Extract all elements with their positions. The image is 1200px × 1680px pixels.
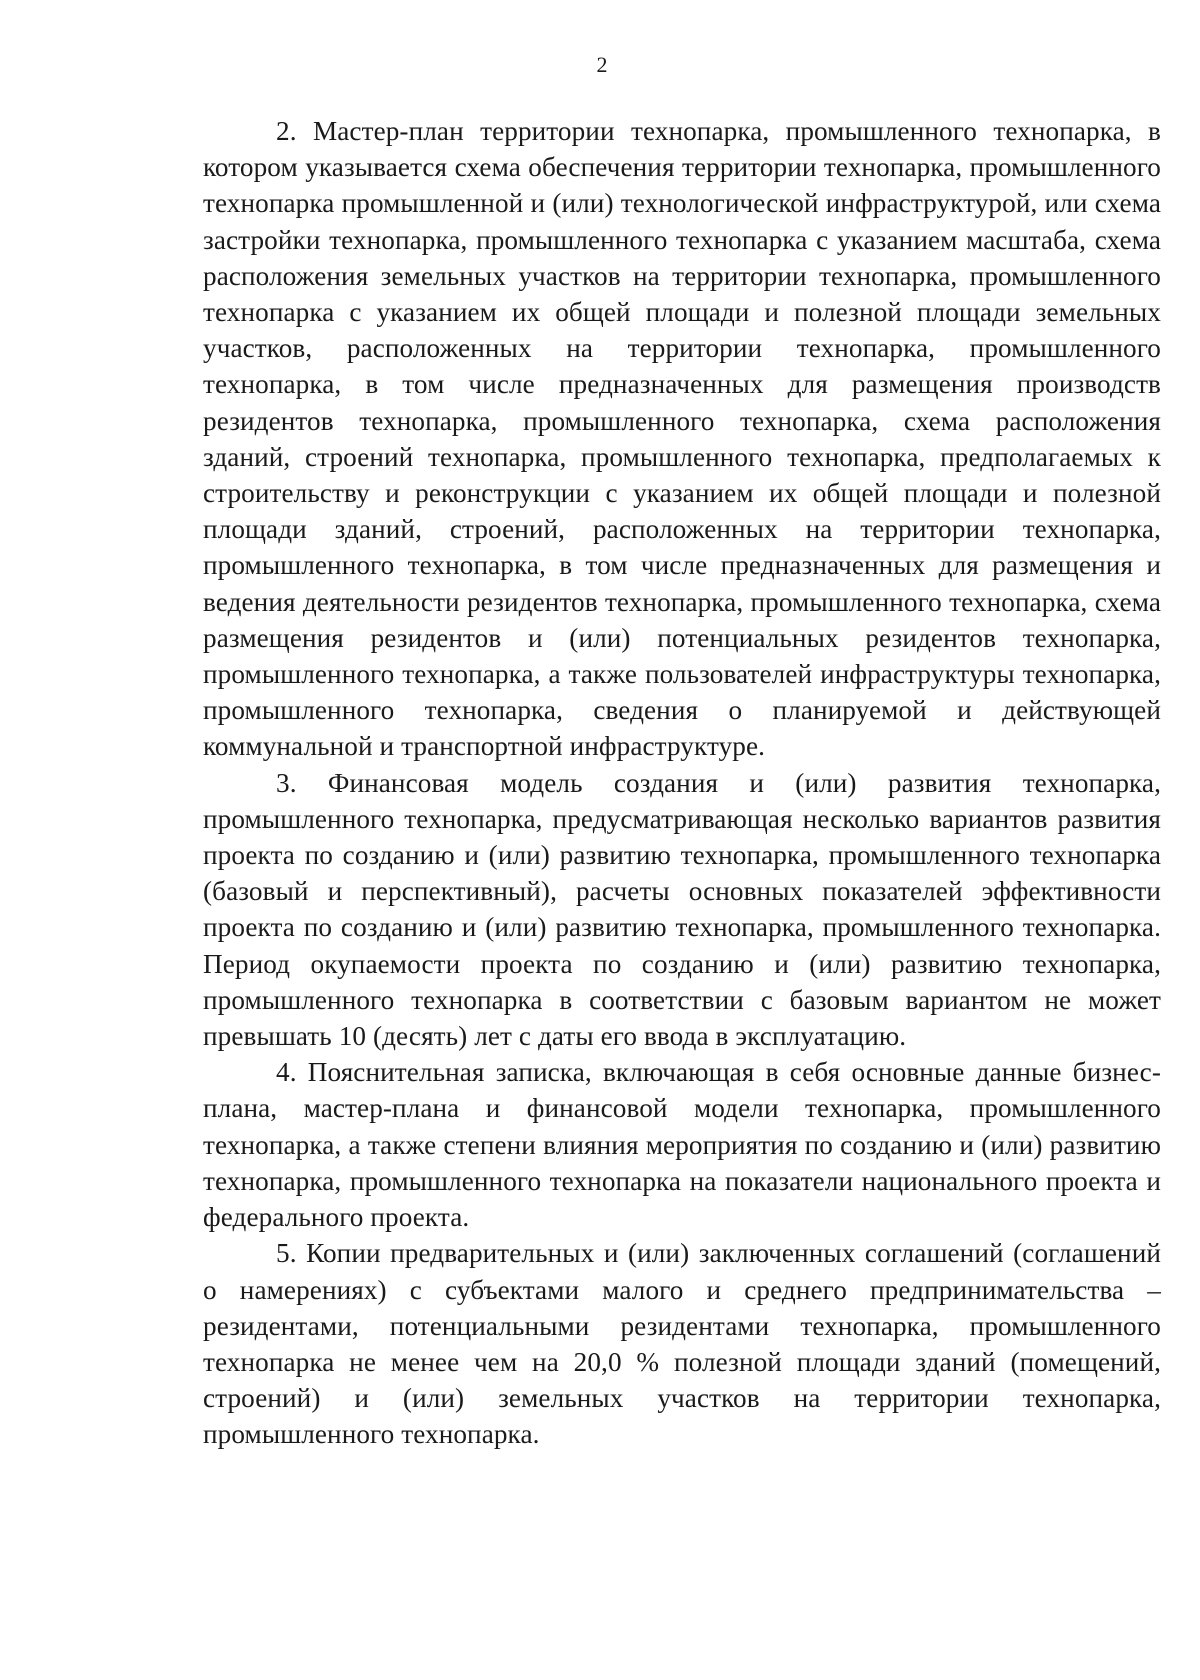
paragraph-financial-model: 3. Финансовая модель создания и (или) развития технопарка, промышленного технопарка, предусматривающая несколько вариантов развития проекта по созданию и (или) развитию технопарка, промышленного технопарка (базовый и перспективный), расчеты основных показателей эффективности проекта по созданию и (или) развитию технопарка, промышленного технопарка. Период окупаемости проекта по созданию и (или) развитию технопарка, промышленного технопарка в соответствии с базовым вариантом не может превышать 10 (десять) лет с даты его ввода в эксплуатацию. [203,767,1161,1052]
paragraph-master-plan: 2. Мастер-план территории технопарка, промышленного технопарка, в котором указывается схема обеспечения территории технопарка, промышленного технопарка промышленной и (или) технологической инфраструктурой, или схема застройки технопарка, промышленного технопарка с указанием масштаба, схема расположения земельных участков на территории технопарка, промышленного технопарка с указанием их общей площади и полезной площади земельных участков, расположенных на территории технопарка, промышленного технопарка, в том числе предназначенных для размещения производств резидентов технопарка, промышленного технопарка, схема расположения зданий, строений технопарка, промышленного технопарка, предполагаемых к строительству и реконструкции с указанием их общей площади и полезной площади зданий, строений, расположенных на территории технопарка, промышленного технопарка, в том числе предназначенных для размещения и ведения деятельности резидентов технопарка, промышленного технопарка, схема размещения резидентов и (или) потенциальных резидентов технопарка, промышленного технопарка, а также пользователей инфраструктуры технопарка, промышленного технопарка, сведения о планируемой и действующей коммунальной и транспортной инфраструктуре. [203,116,1161,762]
page-number: 2 [596,52,608,77]
document-body [203,113,1161,1453]
paragraph-agreement-copies: 5. Копии предварительных и (или) заключенных соглашений (соглашений о намерениях) с субъектами малого и среднего предпринимательства – резидентами, потенциальными резидентами технопарка, промышленного технопарка не менее чем на 20,0 % полезной площади зданий (помещений, строений) и (или) земельных участков на территории технопарка, промышленного технопарка. [203,1238,1161,1450]
paragraph-explanatory-note: 4. Пояснительная записка, включающая в себя основные данные бизнес-плана, мастер-плана и финансовой модели технопарка, промышленного технопарка, а также степени влияния мероприятия по созданию и (или) развитию технопарка, промышленного технопарка на показатели национального проекта и федерального проекта. [203,1057,1161,1233]
